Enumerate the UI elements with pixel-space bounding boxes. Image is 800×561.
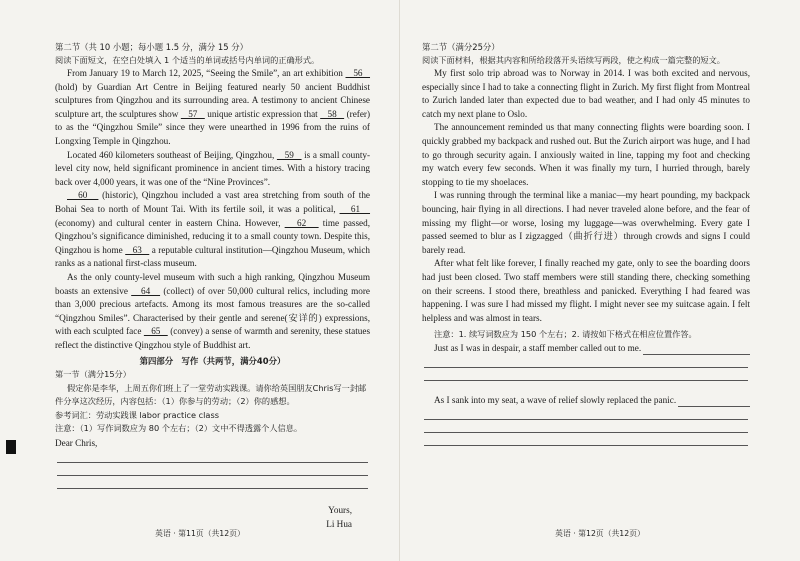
section2-title: 第二节（共 10 小题；每小题 1.5 分，满分 15 分） [55, 42, 248, 52]
blank-62[interactable]: 62 [284, 217, 319, 228]
part4-heading: 第四部分 写作（共两节，满分40分） [139, 356, 286, 367]
passage-text: time passed, Qingzhou’s significance diminished, reducing it to a small county town. Despite this, Qingzhou is home [55, 217, 371, 255]
blank-65[interactable]: 65 [143, 326, 168, 337]
passage-text: (economy) and cultural center in eastern China. However, [55, 217, 281, 228]
answer-line[interactable] [424, 420, 748, 433]
passage-text: (hold) by Guardian Art Centre in Beijing featured nearly 50 ancient Buddhist sculptures from Qingzhou and its surrounding area. A testimony to ancient Chinese sculpture art, the sculptures show [55, 81, 370, 119]
story-paragraph: The announcement reminded us that many connecting flights were boarding soon. I quickly grabbed my backpack and rushed out. But the Zurich airport was huge, and I had to go through security again. I anxiously waited in line, tapping my foot and checking my watch every few seconds. When it was finally my turn, I hurried through, barely stopping to tie my shoelaces. [422, 122, 750, 187]
answer-line[interactable] [424, 355, 748, 368]
starter-text-2: As I sank into my seat, a wave of relief slowly replaced the panic. [434, 395, 677, 406]
starter-sentence-2 [422, 393, 750, 407]
passage-text: a reputable cultural institution—Qingzhou Museum, which ranks as a national first-class museum. [55, 244, 371, 269]
blank-57[interactable]: 57 [180, 108, 205, 119]
blank-61[interactable]: 61 [339, 203, 371, 214]
passage-text: (refer) to as the “Qingzhou Smile” since they were unearthed in 1996 from the ruins of Longxing Temple in Qingzhou. [55, 108, 371, 146]
answer-line[interactable] [57, 463, 368, 476]
passage-text: unique artistic expression that [207, 108, 318, 119]
answer-line[interactable] [57, 476, 368, 489]
answer-line[interactable] [424, 433, 748, 446]
cloze-passage [55, 67, 370, 352]
starter-fill-line[interactable] [678, 396, 750, 407]
blank-63[interactable]: 63 [125, 244, 150, 255]
cloze-paragraph [55, 67, 370, 149]
page-footer: 英语 · 第12页（共12页） [555, 529, 645, 538]
answer-line[interactable] [424, 368, 748, 381]
continuation-instruction: 阅读下面材料，根据其内容和所给段落开头语续写两段，使之构成一篇完整的短文。 [422, 55, 725, 65]
passage-text: As the only county-level museum with such a high ranking, Qingzhou Museum boasts an extensive [55, 271, 370, 296]
passage-text: From January 19 to March 12, 2025, “Seeing the Smile”, an art exhibition [67, 68, 343, 78]
blank-56[interactable]: 56 [345, 68, 371, 78]
passage-text: (historic), Qingzhou included a vast area stretching from south of the Bohai Sea to north of Mount Tai. With its fertile soil, it was a political, [55, 190, 371, 214]
cloze-paragraph [55, 271, 370, 353]
story-paragraph: After what felt like forever, I finally reached my gate, only to see the boarding doors had just been closed. Two staff members were still standing there, checking something on their screens. I stood there, breathless and panicked. Everything I had feared was happening. I was sure I had missed my flight. I might never see my suitcase again. I felt helpless and was almost in tears. [422, 258, 750, 323]
answer-lines [55, 450, 370, 489]
passage-text: is a small county-level city now, held significant prominence in ancient times. With a history tracing back over 4,000 years, it was one of the “Nine Provinces”. [55, 149, 371, 187]
passage-text: Located 460 kilometers southeast of Beijing, Qingzhou, [67, 149, 275, 160]
story-paragraph: I was running through the terminal like a maniac—my heart pounding, my backpack bouncing, hair flying in all directions. I had never traveled alone before, and the fear of missing my flight—or worse, losing my luggage—was overwhelming. Every gate I passed seemed to blur as I zigzagged（曲折行进）through crowds and signs I could barely read. [422, 190, 750, 255]
cloze-paragraph [55, 149, 370, 190]
passage-text: (convey) a sense of warmth and serenity, these statues reflect the distinctive Qingzhou style of Buddhist art. [55, 326, 371, 350]
blank-64[interactable]: 64 [131, 285, 161, 296]
answer-lines-1 [422, 355, 750, 381]
starter-text-1: Just as I was in despair, a staff member called out to me. [434, 343, 642, 354]
blank-60[interactable]: 60 [67, 190, 99, 201]
vocab-reference: 参考词汇：劳动实践课 labor practice class [55, 409, 219, 420]
starter-fill-line[interactable] [643, 344, 750, 355]
passage-text: (collect) of over 50,000 cultural relics, including more than 3,000 precious artefacts. Among its most famous treasures are the so-called “Qingzhou Smiles”. Characterised by their gentle and serene(安详的) expressions, with each sculpted face [55, 285, 370, 337]
answer-line[interactable] [424, 407, 748, 420]
letter-greeting: Dear Chris, [55, 437, 98, 448]
signoff-yours: Yours, [328, 504, 352, 515]
writing-prompt: 假定你是李华，上周五你们班上了一堂劳动实践课。请你给英国朋友Chris写一封邮件分享这次经历，内容包括：（1）你参与的劳动；（2）你的感想。 [55, 382, 367, 407]
section2-instruction: 阅读下面短文，在空白处填入 1 个适当的单词或括号内单词的正确形式。 [55, 55, 320, 65]
signoff-name: Li Hua [326, 518, 352, 529]
page-footer: 英语 · 第11页（共12页） [155, 529, 245, 538]
continuation-note: 注意：1. 续写词数应为 150 个左右；2. 请按如下格式在相应位置作答。 [434, 329, 697, 340]
blank-59[interactable]: 59 [276, 149, 302, 160]
section1-title: 第一节（满分15分） [55, 369, 131, 380]
continuation-section-title: 第二节（满分25分） [422, 42, 500, 52]
cloze-paragraph [55, 189, 370, 271]
answer-line[interactable] [57, 450, 368, 463]
answer-lines-2 [422, 407, 750, 446]
story-paragraph: My first solo trip abroad was to Norway in 2014. I was both excited and nervous, especially since I had to take a connecting flight in Zurich. My first flight from Montreal to Zurich landed later than expected due to bad weather, and I had only 45 minutes to catch my next plane to Oslo. [422, 68, 750, 119]
page-12 [400, 0, 800, 561]
starter-sentence-1 [422, 341, 750, 355]
blank-58[interactable]: 58 [320, 108, 345, 119]
writing-notes: 注意：（1）写作词数应为 80 个左右；（2）文中不得透露个人信息。 [55, 423, 303, 434]
